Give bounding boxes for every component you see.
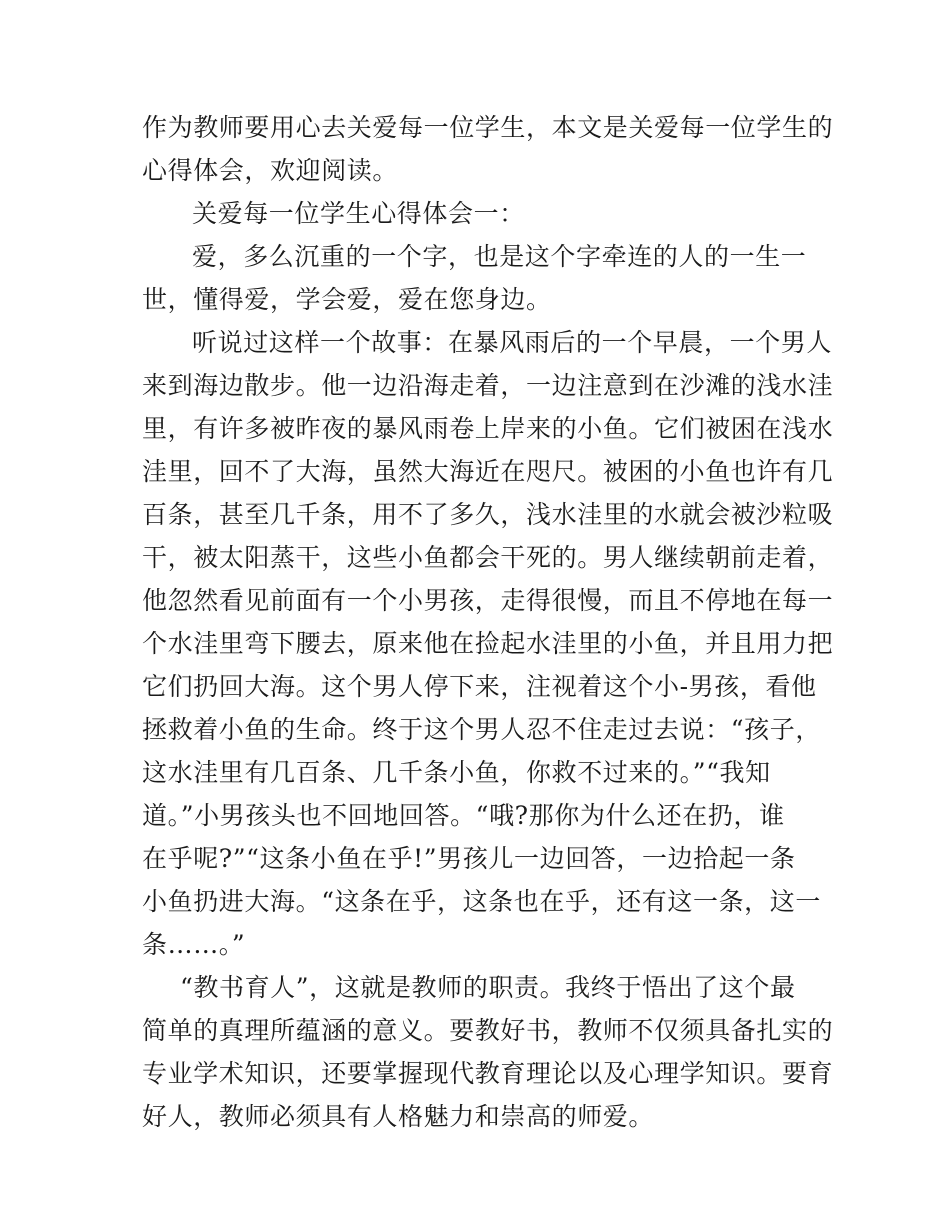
text-line: “教书育人”，这就是教师的职责。我终于悟出了这个最 (180, 973, 796, 1002)
text-line: 作为教师要用心去关爱每一位学生，本文是关爱每一位学生的 (142, 113, 834, 142)
text-line: 它们扔回大海。这个男人停下来，注视着这个小-男孩，看他 (142, 672, 817, 701)
text-line: 简单的真理所蕴涵的意义。要教好书，教师不仅须具备扎实的 (142, 1016, 834, 1045)
text-line: 在乎呢?”“这条小鱼在乎!”男孩儿一边回答，一边拾起一条 (142, 844, 796, 873)
section-heading: 关爱每一位学生心得体会一： (192, 199, 525, 228)
text-line: 干，被太阳蒸干，这些小鱼都会干死的。男人继续朝前走着， (142, 543, 834, 572)
text-line: 里，有许多被昨夜的暴风雨卷上岸来的小鱼。它们被困在浅水 (142, 414, 834, 443)
text-line: 世，懂得爱，学会爱，爱在您身边。 (142, 285, 552, 314)
text-line: 他忽然看见前面有一个小男孩，走得很慢，而且不停地在每一 (142, 586, 834, 615)
text-line: 小鱼扔进大海。“这条在乎，这条也在乎，还有这一条，这一 (142, 887, 821, 916)
text-line: 专业学术知识，还要掌握现代教育理论以及心理学知识。要育 (142, 1059, 834, 1088)
text-line: 听说过这样一个故事：在暴风雨后的一个早晨，一个男人 (192, 328, 833, 357)
text-line: 道。”小男孩头也不回地回答。“哦?那你为什么还在扔，谁 (142, 801, 785, 830)
text-line: 拯救着小鱼的生命。终于这个男人忍不住走过去说：“孩子， (142, 715, 821, 744)
text-line: 爱，多么沉重的一个字，也是这个字牵连的人的一生一 (192, 242, 807, 271)
text-line: 洼里，回不了大海，虽然大海近在咫尺。被困的小鱼也许有几 (142, 457, 834, 486)
text-line: 心得体会，欢迎阅读。 (142, 156, 399, 185)
text-line: 条……。” (142, 930, 246, 959)
text-line: 百条，甚至几千条，用不了多久，浅水洼里的水就会被沙粒吸 (142, 500, 834, 529)
text-line: 来到海边散步。他一边沿海走着，一边注意到在沙滩的浅水洼 (142, 371, 834, 400)
text-line: 好人，教师必须具有人格魅力和崇高的师爱。 (142, 1102, 655, 1131)
text-line: 个水洼里弯下腰去，原来他在捡起水洼里的小鱼，并且用力把 (142, 629, 834, 658)
text-line: 这水洼里有几百条、几千条小鱼，你救不过来的。”“我知 (142, 758, 771, 787)
